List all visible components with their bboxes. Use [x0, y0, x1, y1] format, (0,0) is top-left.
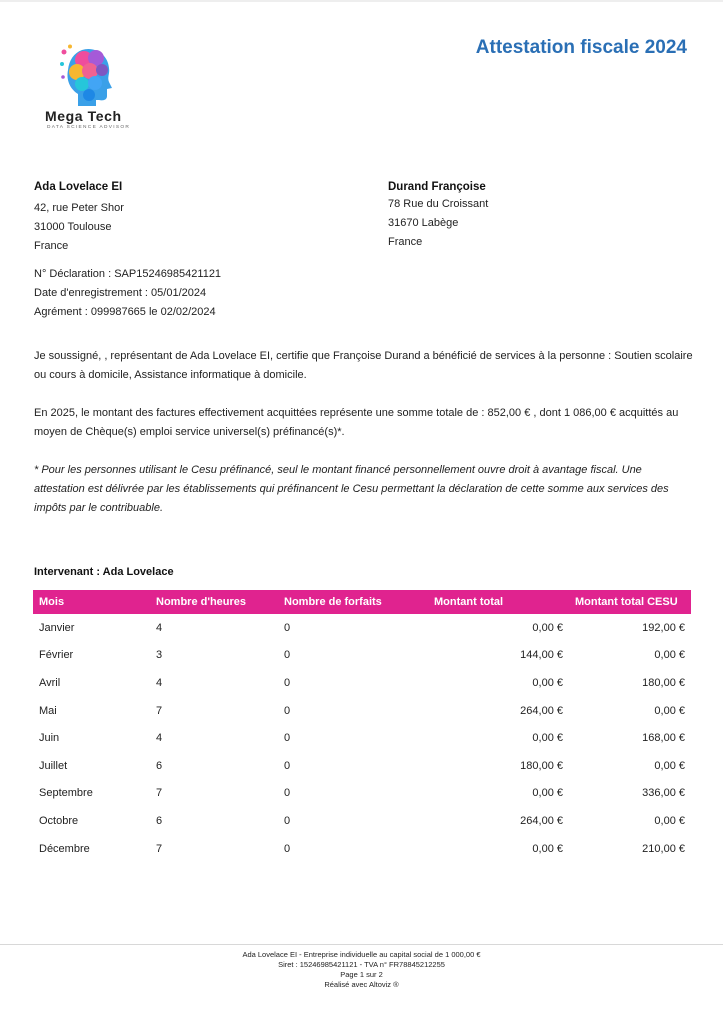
cell-total-cesu: 0,00 €	[654, 704, 685, 717]
cell-forfaits: 0	[284, 649, 291, 662]
cell-hours: 4	[156, 732, 163, 745]
top-border	[0, 0, 723, 2]
cell-forfaits: 0	[284, 704, 291, 717]
cell-forfaits: 0	[284, 676, 291, 689]
cell-month: Juin	[39, 732, 60, 745]
recipient-address-line: 78 Rue du Croissant	[388, 198, 489, 210]
cell-hours: 7	[156, 787, 163, 800]
logo-name: Mega Tech	[45, 108, 122, 124]
declaration-block	[34, 265, 221, 322]
certification-paragraph: Je soussigné, , représentant de Ada Lovelace EI, certifie que Françoise Durand a bénéficié de services à la personne : Soutien scolaire ou cours à domicile, Assistance informatique à domicile.	[34, 350, 693, 381]
recipient-address-line: France	[388, 236, 423, 248]
cell-forfaits: 0	[284, 621, 291, 634]
table-row	[33, 642, 691, 670]
cell-total: 264,00 €	[520, 814, 563, 827]
cell-forfaits: 0	[284, 759, 291, 772]
cell-total: 0,00 €	[532, 787, 563, 800]
cell-forfaits: 0	[284, 732, 291, 745]
sender-address-line: 31000 Toulouse	[34, 221, 112, 233]
amount-paragraph: En 2025, le montant des factures effectivement acquittées représente une somme totale de : 852,00 € , dont 1 086,00 € acquittés au moyen de Chèque(s) emploi service universel(s) préfinancé(s)*.	[34, 407, 679, 438]
page-footer	[0, 950, 723, 990]
cell-total: 264,00 €	[520, 704, 563, 717]
table-row	[33, 752, 691, 780]
cell-hours: 6	[156, 759, 163, 772]
cell-total-cesu: 0,00 €	[654, 649, 685, 662]
cell-total: 0,00 €	[532, 732, 563, 745]
document-title: Attestation fiscale 2024	[475, 37, 687, 58]
table-header-row	[33, 590, 691, 614]
agrement-number: Agrément : 099987665 le 02/02/2024	[34, 306, 216, 318]
cell-month: Janvier	[39, 621, 75, 634]
recipient-address-line: 31670 Labège	[388, 217, 459, 229]
recipient-name: Durand Françoise	[388, 181, 486, 193]
cell-total-cesu: 168,00 €	[642, 732, 685, 745]
table-row	[33, 614, 691, 642]
cell-total-cesu: 192,00 €	[642, 621, 685, 634]
cell-total: 144,00 €	[520, 649, 563, 662]
registration-date: Date d'enregistrement : 05/01/2024	[34, 287, 207, 299]
cell-month: Février	[39, 649, 74, 662]
declaration-number: N° Déclaration : SAP15246985421121	[34, 268, 222, 280]
cell-month: Avril	[39, 676, 61, 689]
cell-total-cesu: 0,00 €	[654, 759, 685, 772]
table-row	[33, 835, 691, 863]
cell-hours: 7	[156, 842, 163, 855]
sender-block	[34, 181, 124, 256]
cesu-note-paragraph: * Pour les personnes utilisant le Cesu préfinancé, seul le montant financé personnellement ouvre droit à avantage fiscal. Une attestation est délivrée par les établissements qui préfinancent le Cesu permettant la déclaration de cette somme aux services des impôts par le contribuable.	[34, 464, 669, 514]
table-row	[33, 697, 691, 725]
cell-month: Octobre	[39, 814, 79, 827]
footer-page-number: Page 1 sur 2	[340, 970, 383, 979]
company-logo	[44, 44, 134, 130]
cell-forfaits: 0	[284, 842, 291, 855]
cell-total: 0,00 €	[532, 842, 563, 855]
header-month: Mois	[33, 590, 150, 614]
header-total-cesu: Montant total CESU	[569, 590, 691, 614]
header-total: Montant total	[428, 590, 569, 614]
cell-forfaits: 0	[284, 787, 291, 800]
intervenant-heading: Intervenant : Ada Lovelace	[34, 566, 174, 578]
cell-total-cesu: 210,00 €	[642, 842, 685, 855]
cell-hours: 4	[156, 621, 163, 634]
cell-total-cesu: 0,00 €	[654, 814, 685, 827]
cell-month: Mai	[39, 704, 57, 717]
table-row	[33, 780, 691, 808]
cell-total: 0,00 €	[532, 621, 563, 634]
cell-hours: 4	[156, 676, 163, 689]
cell-month: Septembre	[39, 787, 93, 800]
sender-name: Ada Lovelace EI	[34, 181, 123, 193]
recipient-block	[388, 181, 488, 252]
cell-total: 180,00 €	[520, 759, 563, 772]
logo-subtitle: DATA SCIENCE ADVISOR	[47, 125, 131, 130]
footer-company-line: Ada Lovelace EI - Entreprise individuelle au capital social de 1 000,00 €	[242, 950, 481, 959]
cell-hours: 7	[156, 704, 163, 717]
table-row	[33, 724, 691, 752]
footer-divider	[0, 944, 723, 945]
footer-software-credit: Réalisé avec Altoviz ®	[324, 980, 399, 989]
sender-address-line: France	[34, 240, 69, 252]
table-row	[33, 669, 691, 697]
brain-head-logo-icon	[60, 44, 116, 106]
footer-siret-line: Siret : 15246985421121 - TVA n° FR78845212255	[278, 960, 445, 969]
cell-total: 0,00 €	[532, 676, 563, 689]
cell-total-cesu: 336,00 €	[642, 787, 685, 800]
cell-total-cesu: 180,00 €	[642, 676, 685, 689]
cell-hours: 3	[156, 649, 163, 662]
services-table	[33, 590, 691, 862]
header-hours: Nombre d'heures	[150, 590, 278, 614]
cell-month: Décembre	[39, 842, 90, 855]
sender-address-line: 42, rue Peter Shor	[34, 202, 124, 214]
table-row	[33, 807, 691, 835]
header-forfaits: Nombre de forfaits	[278, 590, 428, 614]
cell-forfaits: 0	[284, 814, 291, 827]
cell-month: Juillet	[39, 759, 68, 772]
cell-hours: 6	[156, 814, 163, 827]
